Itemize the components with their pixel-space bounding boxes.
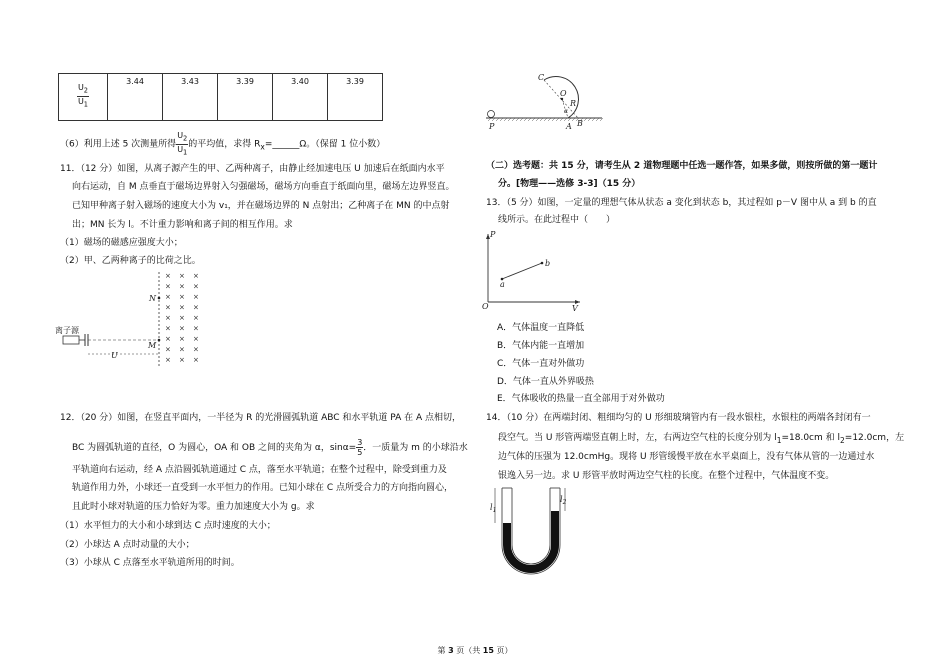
q13-line: 线所示。在此过程中（ ） <box>498 215 616 225</box>
field-cross: × <box>165 356 171 364</box>
radius-r-label: R <box>570 99 577 108</box>
fraction-denominator: U <box>177 144 184 154</box>
field-cross: × <box>193 345 199 354</box>
q14-text: =12.0cm，左 <box>844 433 905 443</box>
point-n-label: N <box>149 294 156 303</box>
angle-alpha-label: α <box>564 108 569 115</box>
l2-subscript: 2 <box>840 435 845 445</box>
field-cross: × <box>193 324 199 333</box>
state-a-label: a <box>500 280 505 289</box>
q10-part6-text: （6）利用上述 5 次测量所得 <box>60 139 177 150</box>
q12-part3: （3）小球从 C 点落至水平轨道所用的时间。 <box>60 558 240 568</box>
fraction-denominator: U <box>77 97 84 106</box>
field-cross: × <box>179 282 185 291</box>
fraction-numerator-sub: 2 <box>183 134 188 143</box>
l1-label: $l_1$ <box>490 503 497 514</box>
point-o-label: O <box>560 89 567 98</box>
q12-text: ．一质量为 m 的小球沿水 <box>363 443 468 453</box>
mercury-column <box>507 488 555 569</box>
field-cross: × <box>193 314 199 322</box>
field-crosses <box>165 272 199 364</box>
point-m-label: M <box>148 341 157 350</box>
page-footer <box>0 645 950 656</box>
footer-text: 页） <box>493 646 513 655</box>
field-cross: × <box>165 345 171 354</box>
ratio-header-cell <box>59 74 108 121</box>
field-cross: × <box>179 335 185 343</box>
field-cross: × <box>165 314 171 322</box>
ion-source-box <box>63 336 79 344</box>
q14-text: =18.0cm 和 l <box>781 433 840 443</box>
option-a: A．气体温度一直降低 <box>497 323 585 333</box>
ball <box>488 111 495 118</box>
q10-part6 <box>60 131 385 157</box>
field-cross: × <box>193 293 199 301</box>
q12-line: 轨道作用力外，小球还一直受到一水平恒力的作用。已知小球在 C 点所受合力的方向指向圆心， <box>72 483 454 493</box>
fraction-denominator-sub: 1 <box>183 148 188 157</box>
field-cross: × <box>179 272 185 280</box>
point-n <box>158 297 161 300</box>
q11-line: 已知甲种离子射入磁场的速度大小为 v₁，并在磁场边界的 N 点射出；乙种离子在 MN 的中点射 <box>72 201 450 211</box>
field-cross: × <box>193 335 199 343</box>
option-b: B．气体内能一直增加 <box>497 341 585 351</box>
q10-part6-text: =______Ω。（保留 1 位小数） <box>264 139 386 150</box>
state-b <box>541 262 544 265</box>
pv-diagram <box>480 228 590 312</box>
table-row <box>59 74 383 121</box>
ratio-table <box>58 73 383 121</box>
point-p-label: P <box>489 122 495 131</box>
q14-text: 段空气。当 U 形管两端竖直朝上时，左，右两边空气柱的长度分别为 l <box>498 433 777 443</box>
field-cross: × <box>165 303 171 312</box>
field-cross: × <box>165 335 171 343</box>
u-tube-figure <box>485 485 575 580</box>
q14-line: 14．（10 分）在两端封闭、粗细均匀的 U 形细玻璃管内有一段水银柱，水银柱的两端各封闭有一 <box>486 413 871 423</box>
page-total: 15 <box>482 646 494 655</box>
field-cross: × <box>179 345 185 354</box>
point-c-label: C <box>538 73 545 82</box>
fraction-numerator-sub: 2 <box>83 87 89 95</box>
ion-source-label: 离子源 <box>55 326 79 335</box>
fraction-numerator: U <box>177 131 184 140</box>
v-axis-label: V <box>572 304 578 313</box>
table-cell: 3.40 <box>273 74 328 121</box>
center-o <box>561 98 563 100</box>
field-cross: × <box>165 272 171 280</box>
field-cross: × <box>179 324 185 333</box>
q12-part1: （1）水平恒力的大小和小球到达 C 点时速度的大小； <box>60 521 276 531</box>
q14-line-2 <box>498 432 904 447</box>
field-cross: × <box>193 303 199 312</box>
p-axis-label: P <box>490 230 496 239</box>
field-cross: × <box>193 272 199 280</box>
table-cell: 3.44 <box>108 74 163 121</box>
l1-subscript: 1 <box>776 435 782 445</box>
field-cross: × <box>179 293 185 301</box>
l2-label: $l_2$ <box>560 495 567 506</box>
fraction-numerator: U <box>77 83 84 93</box>
q11-line: 11．（12 分）如图，从离子源产生的甲、乙两种离子，由静止经加速电压 U 加速后在纸面内水平 <box>60 164 445 174</box>
option-c: C．气体一直对外做功 <box>497 359 585 369</box>
origin-label: O <box>482 302 489 311</box>
q12-line-2 <box>72 438 468 457</box>
q11-part1: （1）磁场的磁感应强度大小； <box>60 238 183 248</box>
fraction-numerator: 3 <box>357 438 363 447</box>
q14-line: 银逸入另一边。求 U 形管平放时两边空气柱的长度。在整个过程中，气体温度不变。 <box>498 471 835 481</box>
option-e: E．气体吸收的热量一直全部用于对外做功 <box>497 394 665 404</box>
q10-part6-text: 的平均值，求得 R <box>188 139 261 150</box>
option-d: D．气体一直从外界吸热 <box>497 377 594 387</box>
u2-over-u1-fraction <box>176 131 188 157</box>
field-cross: × <box>193 356 199 364</box>
q12-line: 平轨道向右运动，经 A 点沿圆弧轨道通过 C 点，落至水平轨道；在整个过程中，除受到重力及 <box>72 465 447 475</box>
state-b-label: b <box>545 259 551 268</box>
field-cross: × <box>193 282 199 291</box>
fraction-denominator: 5 <box>357 448 363 457</box>
point-b-label: B <box>577 119 583 128</box>
point-m <box>158 339 161 342</box>
q11-line: 出；MN 长为 l。不计重力影响和离子间的相互作用。求 <box>72 220 293 230</box>
q13-line: 13．（5 分）如图，一定量的理想气体从状态 a 变化到状态 b，其过程如 p－V 图中从 a 到 b 的直 <box>486 198 877 208</box>
voltage-label: U <box>111 351 118 360</box>
footer-text: 第 <box>437 646 449 655</box>
table-cell: 3.39 <box>328 74 383 121</box>
magnetic-field-figure <box>55 270 215 370</box>
table-cell: 3.43 <box>163 74 218 121</box>
u2-over-u1-fraction <box>77 83 89 109</box>
footer-text: 页（共 <box>453 646 483 655</box>
section-heading: （二）选考题：共 15 分，请考生从 2 道物理题中任选一题作答，如果多做，则按所做的第一题计 <box>486 161 878 171</box>
process-line <box>502 263 542 279</box>
section-heading-2: 分。[物理——选修 3-3]（15 分） <box>498 179 641 189</box>
q12-text: BC 为圆弧轨道的直径，O 为圆心，OA 和 OB 之间的夹角为 α，sinα= <box>72 443 357 453</box>
field-cross: × <box>179 314 185 322</box>
q11-part2: （2）甲、乙两种离子的比荷之比。 <box>60 256 201 266</box>
fraction-denominator-sub: 1 <box>83 100 89 109</box>
field-cross: × <box>165 293 171 301</box>
page-number: 3 <box>448 646 454 655</box>
q12-line: 且此时小球对轨道的压力恰好为零。重力加速度大小为 g。求 <box>72 502 315 512</box>
q14-line: 边气体的压强为 12.0cmHg。现将 U 形管缓慢平放在水平桌面上，没有气体从管的一边通过水 <box>498 452 875 462</box>
table-cell: 3.39 <box>218 74 273 121</box>
field-cross: × <box>179 356 185 364</box>
q12-line: 12．（20 分）如图，在竖直平面内，一半径为 R 的光滑圆弧轨道 ABC 和水平轨道 PA 在 A 点相切， <box>60 413 462 423</box>
field-cross: × <box>179 303 185 312</box>
q11-line: 向右运动，自 M 点垂直于磁场边界射入匀强磁场，磁场方向垂直于纸面向里，磁场左边界竖直。 <box>72 182 455 192</box>
field-cross: × <box>165 324 171 333</box>
point-a-label: A <box>566 122 572 131</box>
rx-subscript: x <box>260 142 265 152</box>
field-cross: × <box>165 282 171 291</box>
q12-part2: （2）小球达 A 点时动量的大小； <box>60 540 195 550</box>
circular-track-figure <box>482 68 612 136</box>
